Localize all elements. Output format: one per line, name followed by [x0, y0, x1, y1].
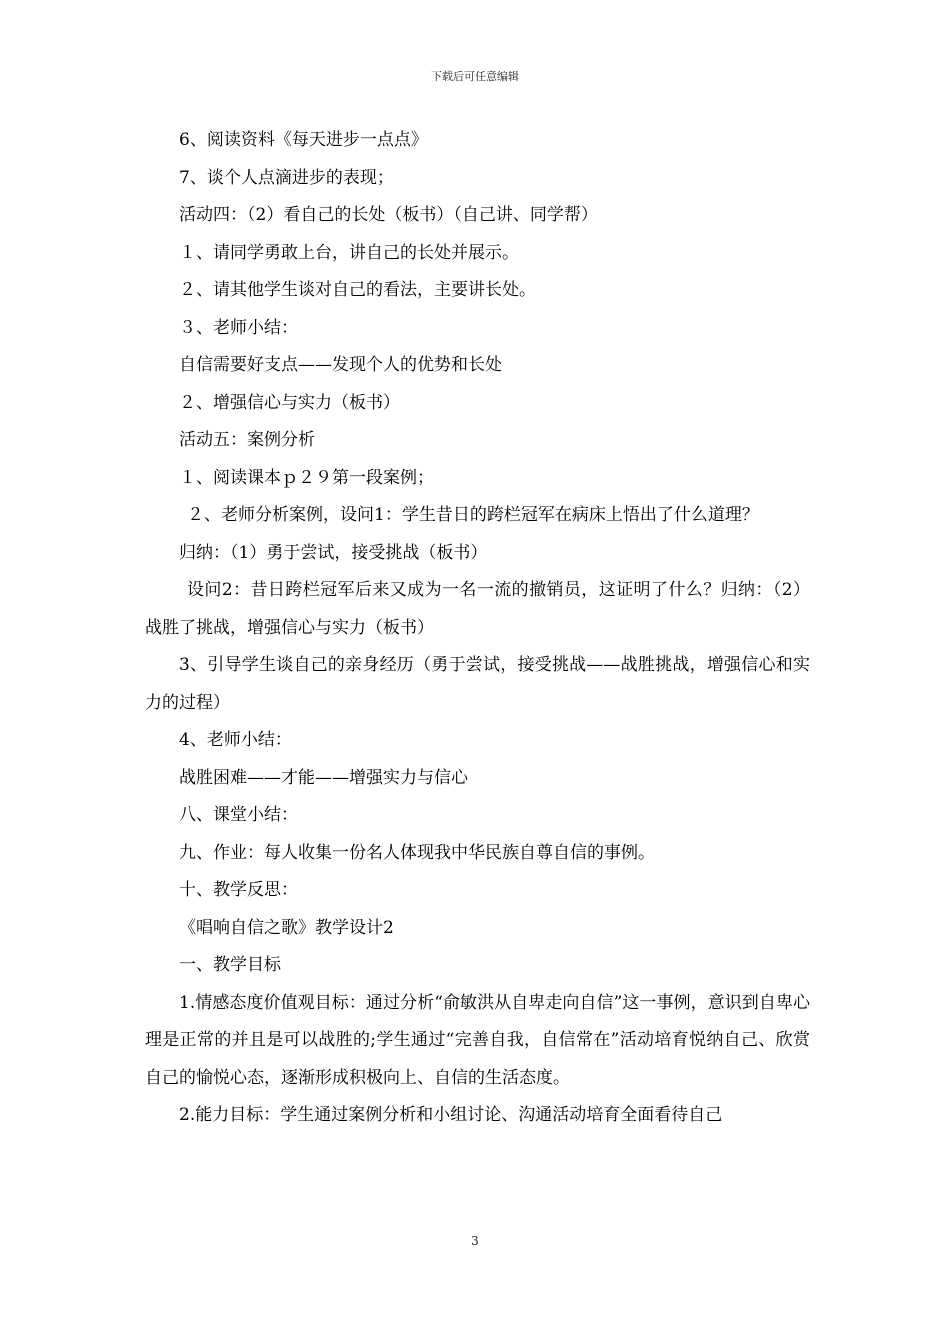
page-number: 3 [471, 1234, 479, 1248]
paragraph: 《唱响自信之歌》教学设计2 [179, 917, 394, 938]
paragraph: 6、阅读资料《每天进步一点点》 [179, 130, 428, 150]
paragraph: 一、教学目标 [179, 955, 281, 975]
paragraph: 设问2：昔日跨栏冠军后来又成为一名一流的撤销员，这证明了什么？归纳：（2）战胜了挑战，增强信心与实力（板书） [145, 580, 810, 638]
paragraph: 十、教学反思： [179, 880, 298, 900]
paragraph: 4、老师小结： [179, 730, 292, 750]
paragraph: １、阅读课本ｐ２９第一段案例； [179, 467, 434, 488]
paragraph: ２、请其他学生谈对自己的看法，主要讲长处。 [179, 280, 536, 300]
document-body [145, 122, 810, 1135]
paragraph: 战胜困难——才能——增强实力与信心 [179, 767, 468, 788]
paragraph: 归纳：（1）勇于尝试，接受挑战（板书） [179, 542, 488, 563]
paragraph: １、请同学勇敢上台，讲自己的长处并展示。 [179, 242, 519, 263]
paragraph: ２、增强信心与实力（板书） [179, 392, 400, 413]
paragraph: ２、老师分析案例，设问1：学生昔日的跨栏冠军在病床上悟出了什么道理？ [187, 505, 759, 525]
page-header: 下载后可任意编辑 [431, 70, 519, 83]
paragraph: 3、引导学生谈自己的亲身经历（勇于尝试，接受挑战——战胜挑战，增强信心和实力的过程） [145, 655, 810, 713]
paragraph: 八、课堂小结： [179, 805, 298, 825]
paragraph: ３、老师小结： [179, 317, 298, 338]
paragraph: 1.情感态度价值观目标：通过分析“俞敏洪从自卑走向自信”这一事例，意识到自卑心理是正常的并且是可以战胜的;学生通过“完善自我，自信常在”活动培育悦纳自己、欣赏自己的愉悦心态，逐渐形成积极向上、自信的生活态度。 [145, 992, 810, 1088]
paragraph: 九、作业：每人收集一份名人体现我中华民族自尊自信的事例。 [179, 842, 655, 863]
paragraph: 2.能力目标：学生通过案例分析和小组讨论、沟通活动培育全面看待自己 [179, 1105, 723, 1125]
paragraph: 活动四：（2）看自己的长处（板书）（自己讲、同学帮） [179, 205, 598, 225]
paragraph: 7、谈个人点滴进步的表现； [179, 167, 394, 188]
paragraph: 活动五：案例分析 [179, 430, 315, 450]
paragraph: 自信需要好支点——发现个人的优势和长处 [179, 355, 502, 375]
